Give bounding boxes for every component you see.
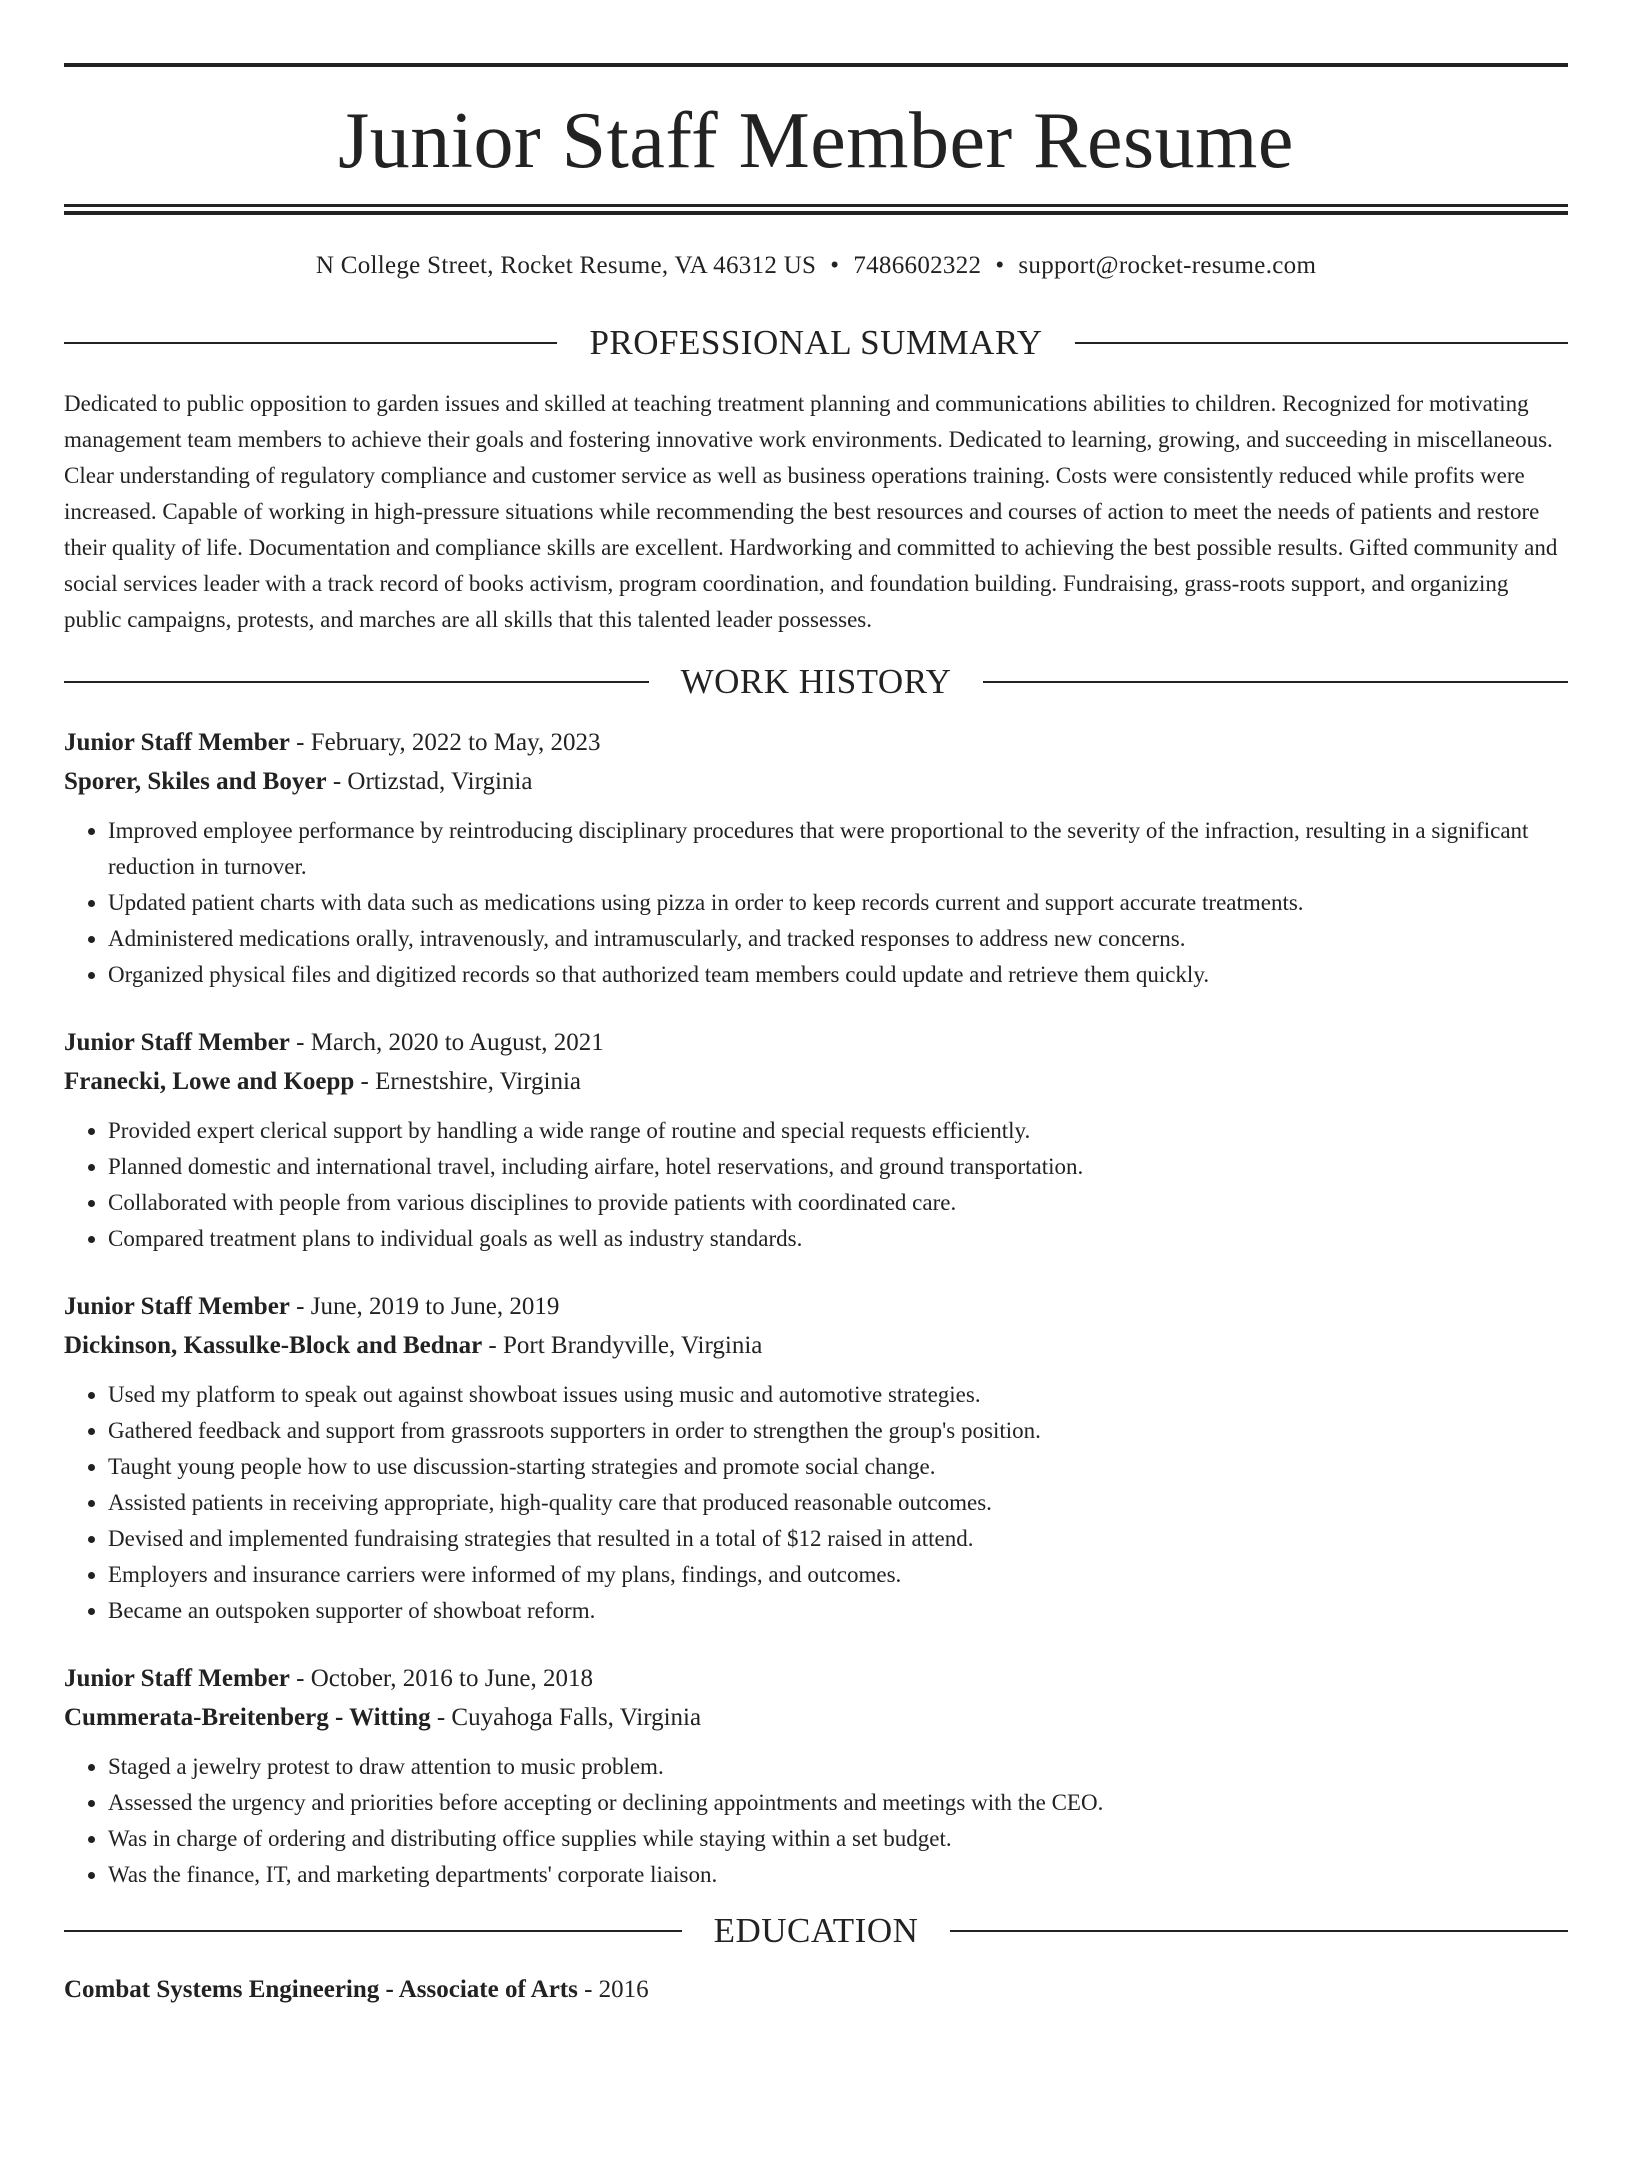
resume-page (0, 63, 1632, 2175)
heading-rule-right (1075, 342, 1568, 344)
job-duty-item: • Used my platform to speak out against showboat issues using music and automotive strategies. (108, 1377, 1568, 1413)
work-section-heading (64, 664, 1568, 699)
heading-rule-left (64, 342, 557, 344)
contact-address: N College Street, Rocket Resume, VA 46312 US (315, 252, 817, 279)
contact-line (64, 253, 1568, 278)
job-duty-item: • Organized physical files and digitized records so that authorized team members could update and retrieve them quickly. (108, 957, 1568, 993)
job-duties-list (64, 1113, 1568, 1257)
job-entry (64, 1287, 1568, 1629)
contact-separator: • (830, 252, 840, 279)
job-entry (64, 723, 1568, 993)
job-company: Cummerata-Breitenberg - Witting (64, 1704, 431, 1731)
job-location: - Ernestshire, Virginia (354, 1068, 581, 1095)
summary-section-heading (64, 325, 1568, 360)
education-entry (64, 1970, 1568, 2009)
job-company: Franecki, Lowe and Koepp (64, 1068, 355, 1095)
job-duty-item: • Improved employee performance by reintroducing disciplinary procedures that were proportional to the severity of the infraction, resulting in a significant reduction in turnover. (108, 813, 1568, 885)
heading-rule-left (64, 681, 649, 683)
contact-separator: • (995, 252, 1005, 279)
job-company: Dickinson, Kassulke-Block and Bednar (64, 1332, 483, 1359)
heading-rule-right (983, 681, 1568, 683)
contact-email: support@rocket-resume.com (1018, 252, 1317, 279)
contact-phone: 7486602322 (853, 252, 982, 279)
job-title-line (64, 1023, 1568, 1062)
heading-rule-left (64, 1930, 682, 1932)
job-title: Junior Staff Member (64, 1293, 290, 1320)
education-heading: EDUCATION (713, 1911, 919, 1950)
job-duty-item: • Was the finance, IT, and marketing departments' corporate liaison. (108, 1857, 1568, 1893)
job-company: Sporer, Skiles and Boyer (64, 768, 327, 795)
job-duty-item: • Devised and implemented fundraising strategies that resulted in a total of $12 raised in attend. (108, 1521, 1568, 1557)
job-duty-item: • Administered medications orally, intravenously, and intramuscularly, and tracked responses to address new concerns. (108, 921, 1568, 957)
job-location: - Port Brandyville, Virginia (482, 1332, 763, 1359)
job-title-line (64, 1659, 1568, 1698)
job-title-line (64, 1287, 1568, 1326)
job-duty-item: • Collaborated with people from various disciplines to provide patients with coordinated care. (108, 1185, 1568, 1221)
job-company-line (64, 1326, 1568, 1365)
job-dates: - February, 2022 to May, 2023 (289, 729, 601, 756)
job-duty-item: • Taught young people how to use discussion-starting strategies and promote social change. (108, 1449, 1568, 1485)
title-double-rule (64, 204, 1568, 215)
job-dates: - March, 2020 to August, 2021 (289, 1029, 604, 1056)
summary-heading: PROFESSIONAL SUMMARY (589, 323, 1043, 362)
job-duty-item: • Assessed the urgency and priorities before accepting or declining appointments and meetings with the CEO. (108, 1785, 1568, 1821)
job-duty-item: • Assisted patients in receiving appropriate, high-quality care that produced reasonable outcomes. (108, 1485, 1568, 1521)
job-dates: - October, 2016 to June, 2018 (289, 1665, 594, 1692)
education-year: - 2016 (577, 1976, 649, 2003)
education-section-heading (64, 1913, 1568, 1948)
job-duties-list (64, 813, 1568, 993)
summary-text: Dedicated to public opposition to garden issues and skilled at teaching treatment planning and communications abilities to children. Recognized for motivating management team members to achieve their goals and fostering innovative work environments. Dedicated to learning, growing, and succeeding in miscellaneous. Clear understanding of regulatory compliance and customer service as well as business operations training. Costs were consistently reduced while profits were increased. Capable of working in high-pressure situations while recommending the best resources and courses of action to meet the needs of patients and restore their quality of life. Documentation and compliance skills are excellent. Hardworking and committed to achieving the best possible results. Gifted community and social services leader with a track record of books activism, program coordination, and foundation building. Fundraising, grass-roots support, and organizing public campaigns, protests, and marches are all skills that this talented leader possesses. (64, 391, 1558, 632)
job-location: - Ortizstad, Virginia (326, 768, 533, 795)
job-duty-item: • Was in charge of ordering and distributing office supplies while staying within a set budget. (108, 1821, 1568, 1857)
job-duty-item: • Updated patient charts with data such as medications using pizza in order to keep records current and support accurate treatments. (108, 885, 1568, 921)
job-title: Junior Staff Member (64, 1029, 290, 1056)
job-dates: - June, 2019 to June, 2019 (289, 1293, 560, 1320)
job-duty-item: • Provided expert clerical support by handling a wide range of routine and special requests efficiently. (108, 1113, 1568, 1149)
job-duty-item: • Planned domestic and international travel, including airfare, hotel reservations, and ground transportation. (108, 1149, 1568, 1185)
job-duty-item: • Gathered feedback and support from grassroots supporters in order to strengthen the group's position. (108, 1413, 1568, 1449)
job-location: - Cuyahoga Falls, Virginia (430, 1704, 702, 1731)
job-duty-item: • Compared treatment plans to individual goals as well as industry standards. (108, 1221, 1568, 1257)
resume-title: Junior Staff Member Resume (338, 97, 1294, 185)
job-duties-list (64, 1749, 1568, 1893)
job-duty-item: • Staged a jewelry protest to draw attention to music problem. (108, 1749, 1568, 1785)
job-company-line (64, 762, 1568, 801)
job-title: Junior Staff Member (64, 1665, 290, 1692)
job-duty-item: • Employers and insurance carriers were informed of my plans, findings, and outcomes. (108, 1557, 1568, 1593)
job-entry (64, 1659, 1568, 1893)
job-title-line (64, 723, 1568, 762)
job-entry (64, 1023, 1568, 1257)
job-duty-item: • Became an outspoken supporter of showboat reform. (108, 1593, 1568, 1629)
heading-rule-right (950, 1930, 1568, 1932)
job-company-line (64, 1698, 1568, 1737)
work-heading: WORK HISTORY (680, 662, 952, 701)
education-list (64, 1970, 1568, 2009)
education-degree: Combat Systems Engineering - Associate of Arts (64, 1976, 578, 2003)
job-title: Junior Staff Member (64, 729, 290, 756)
job-company-line (64, 1062, 1568, 1101)
work-history-list (64, 723, 1568, 1893)
job-duties-list (64, 1377, 1568, 1629)
